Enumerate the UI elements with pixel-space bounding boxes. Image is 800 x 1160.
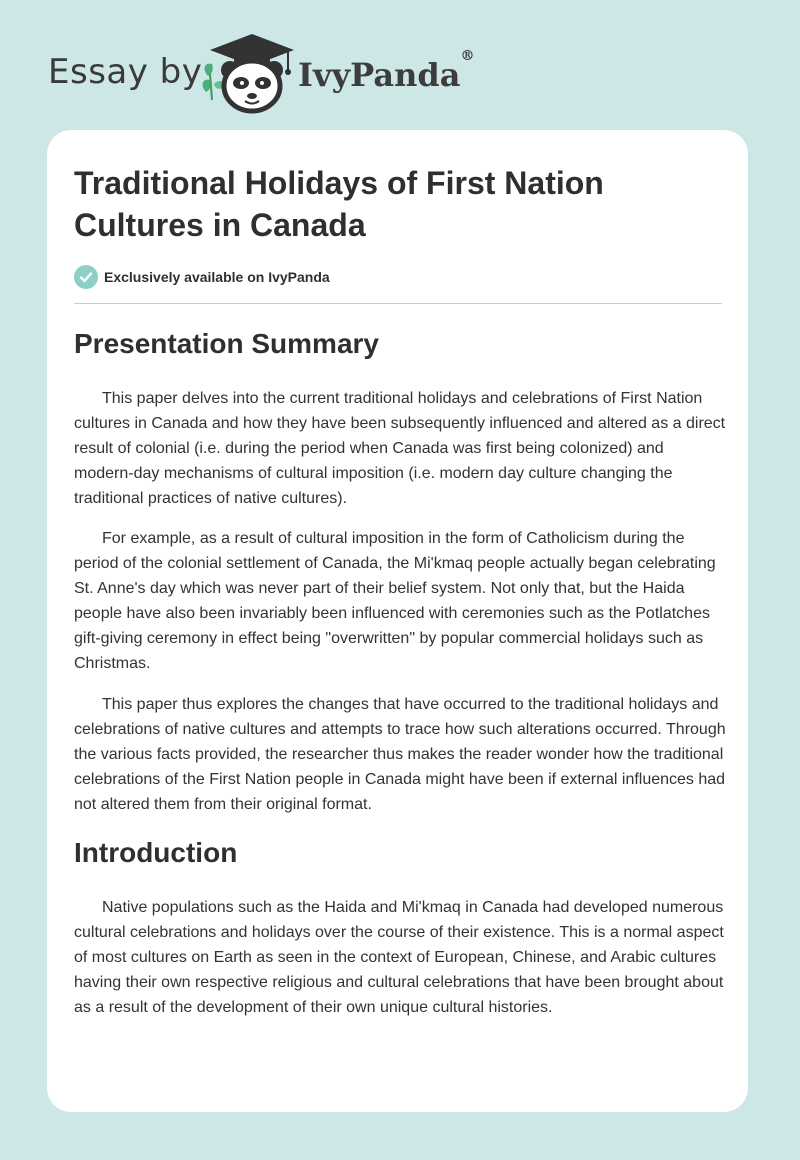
check-icon [74, 265, 98, 289]
essay-card [47, 130, 748, 1112]
panda-graduate-icon[interactable] [200, 30, 300, 114]
section-heading: Presentation Summary [74, 328, 379, 359]
exclusive-label: Exclusively available on IvyPanda [104, 269, 330, 285]
page-title: Traditional Holidays of First Nation Cultures in Canada [74, 165, 604, 243]
section-heading: Introduction [74, 837, 238, 868]
registered-mark: ® [460, 48, 475, 65]
brand-name: IvyPanda [298, 56, 461, 94]
paragraph: This paper delves into the current traditional holidays and celebrations of First Nation cultures in Canada and how they have been subsequently influenced and altered as a direct result of colonial (i.e. during the period when Canada was first being colonized) and modern-day mechanisms of cultural imposition (i.e. modern day culture changing the traditional practices of native cultures). [74, 390, 726, 507]
essay-by-label: Essay by [48, 52, 203, 92]
paragraph: Native populations such as the Haida and Mi'kmaq in Canada had developed numerous cultural celebrations and holidays over the course of their existence. This is a normal aspect of most cultures on Earth as seen in the context of European, Chinese, and Arabic cultures having their own respective religious and cultural celebrations that have been brought about as a result of the development of their own unique cultural histories. [74, 899, 724, 1016]
brand-logo[interactable] [298, 48, 475, 94]
paragraph: This paper thus explores the changes that have occurred to the traditional holidays and celebrations of native cultures and attempts to trace how such alterations occurred. Through the various facts provided, the researcher thus makes the reader wonder how the traditional celebrations of the First Nation people in Canada might have been if external influences had not altered them from their original format. [74, 696, 726, 813]
divider [74, 303, 722, 304]
paragraph: For example, as a result of cultural imposition in the form of Catholicism during the period of the colonial settlement of Canada, the Mi'kmaq people actually began celebrating St. Anne's day which was never part of their belief system. Not only that, but the Haida people have also been invariably been influenced with ceremonies such as the Potlatches gift-giving ceremony in effect being "overwritten" by popular commercial holidays such as Christmas. [74, 530, 716, 672]
exclusive-badge [74, 264, 330, 290]
site-header [48, 30, 568, 114]
